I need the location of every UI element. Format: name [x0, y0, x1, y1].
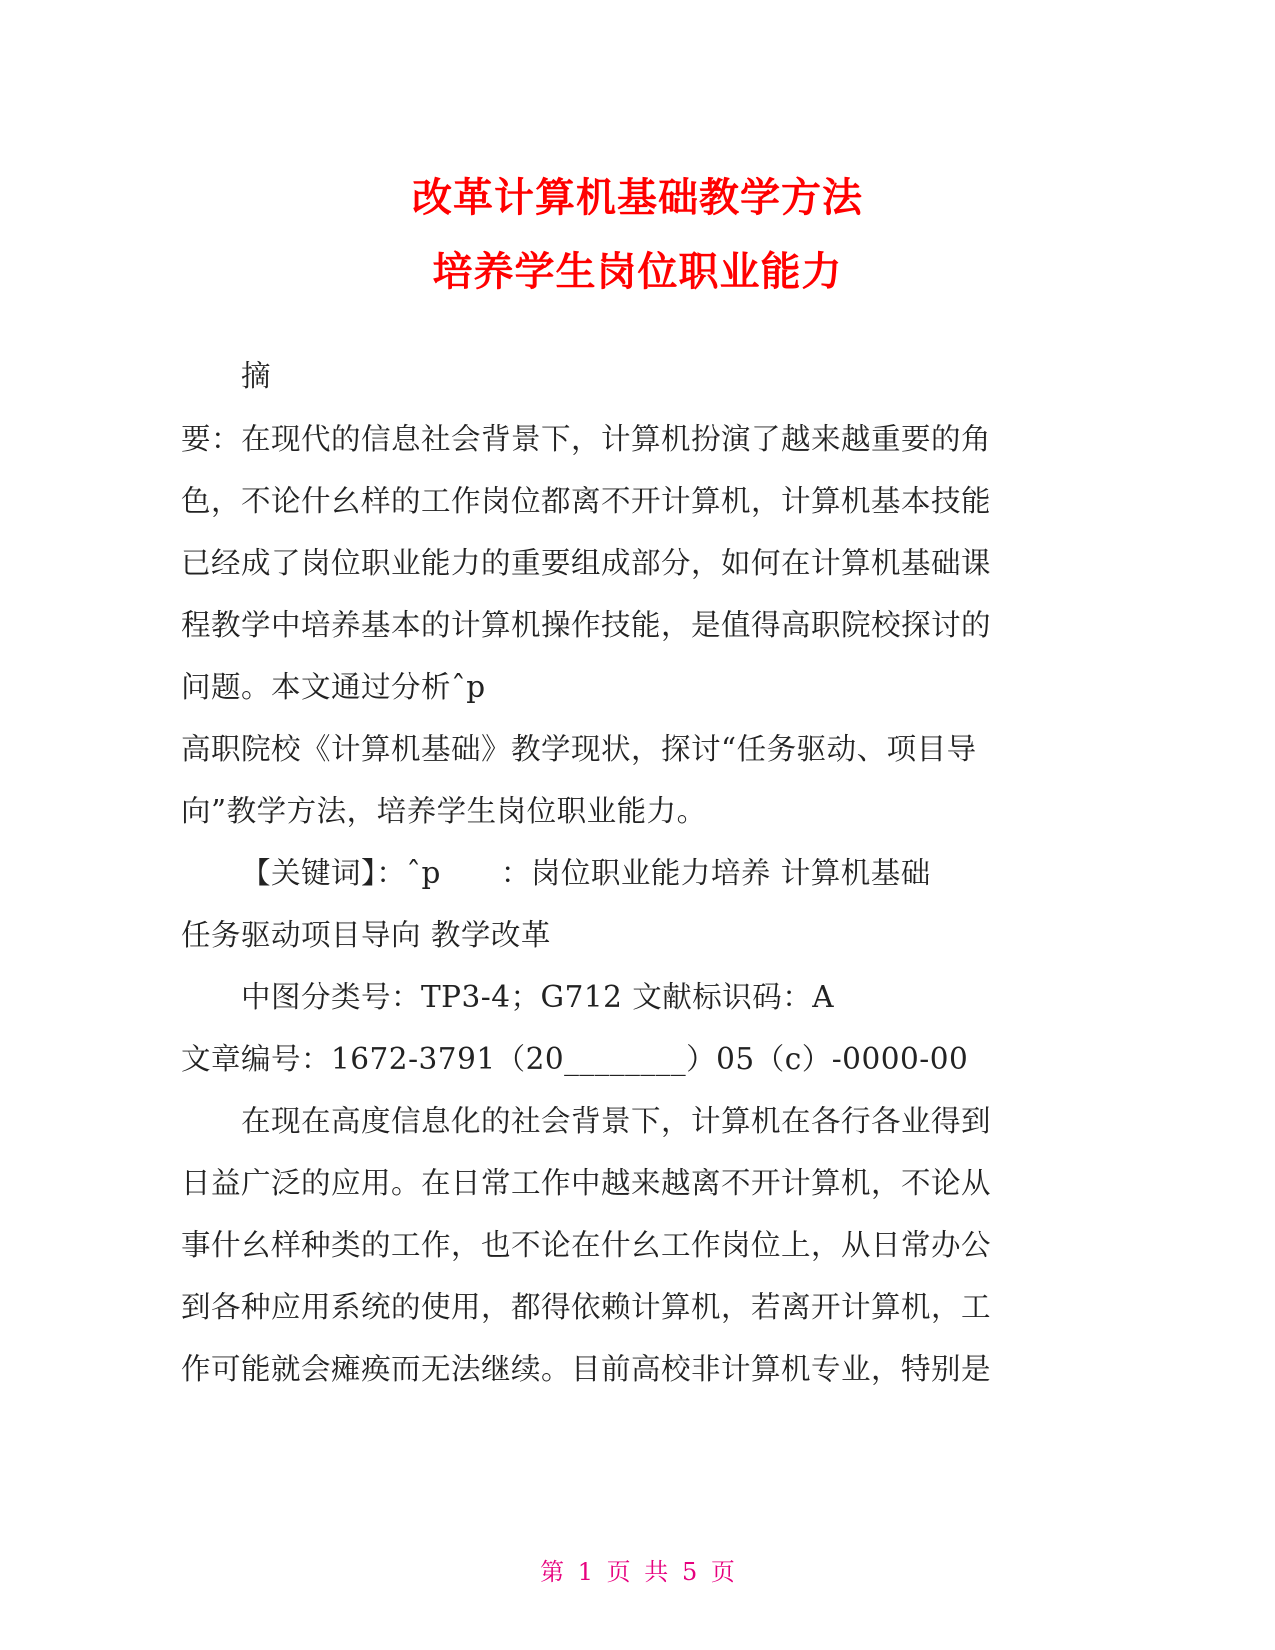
abstract-line: 要：在现代的信息社会背景下，计算机扮演了越来越重要的角: [181, 422, 992, 456]
body-text-line: 在现在高度信息化的社会背景下，计算机在各行各业得到: [241, 1104, 992, 1138]
keywords-line: 【关键词】：ˆp ：岗位职业能力培养 计算机基础: [241, 856, 931, 890]
body-text-line: 事什幺样种类的工作，也不论在什幺工作岗位上，从日常办公: [181, 1228, 992, 1262]
abstract-line: 已经成了岗位职业能力的重要组成部分，如何在计算机基础课: [181, 546, 992, 580]
abstract-label: 摘: [241, 359, 272, 393]
body-text-line: 到各种应用系统的使用，都得依赖计算机，若离开计算机，工: [181, 1290, 992, 1324]
abstract-line: 程教学中培养基本的计算机操作技能，是值得高职院校探讨的: [181, 608, 992, 642]
body-text-line: 日益广泛的应用。在日常工作中越来越离不开计算机，不论从: [181, 1166, 992, 1200]
body-text-line: 作可能就会瘫痪而无法继续。目前高校非计算机专业，特别是: [181, 1352, 992, 1386]
abstract-line: 问题。本文通过分析ˆp: [181, 670, 486, 704]
keywords-line: 任务驱动项目导向 教学改革: [181, 918, 551, 952]
document-title-line-2: 培养学生岗位职业能力: [432, 249, 843, 295]
abstract-line: 高职院校《计算机基础》教学现状，探讨“任务驱动、项目导: [181, 732, 977, 766]
classification-line: 中图分类号：TP3-4；G712 文献标识码：A: [241, 980, 835, 1014]
abstract-line: 向”教学方法，培养学生岗位职业能力。: [181, 794, 707, 828]
abstract-line: 色，不论什幺样的工作岗位都离不开计算机，计算机基本技能: [181, 484, 992, 518]
document-title-line-1: 改革计算机基础教学方法: [412, 175, 863, 221]
article-number-line: 文章编号：1672-3791（20________）05（c）-0000-00: [181, 1042, 969, 1076]
page-number-footer: 第 1 页 共 5 页: [540, 1558, 735, 1586]
